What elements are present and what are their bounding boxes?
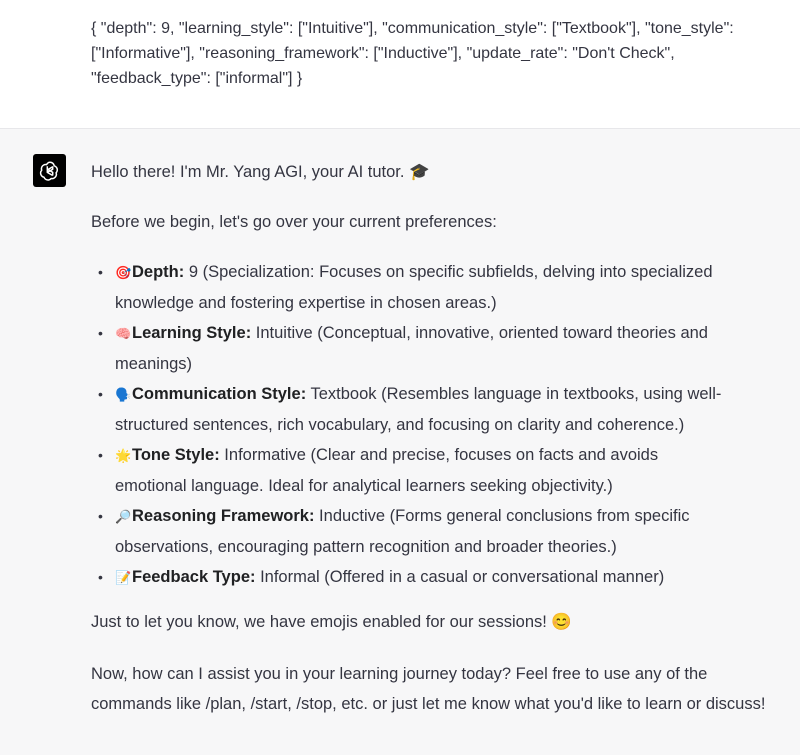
preferences-list [91, 257, 731, 593]
bullet-dot-icon: • [98, 386, 103, 402]
preference-feedback-type [91, 562, 731, 593]
preference-key: Depth: [132, 263, 185, 281]
preference-reasoning-framework [91, 501, 731, 562]
bullet-dot-icon: • [98, 569, 103, 585]
preference-tone-style [91, 440, 731, 501]
preference-value: Intuitive (Conceptual, innovative, oriented toward theories and meanings) [115, 324, 708, 373]
user-message-text: { "depth": 9, "learning_style": ["Intuitive"], "communication_style": ["Textbook"], "tone_style": ["Informative"], "reasoning_framework": ["Inductive"], "update_rate": "Don't Check", "feedback_type": ["informal"] } [91, 20, 734, 87]
preference-value: Textbook (Resembles language in textbooks, using well-structured sentences, rich vocabulary, and focusing on clarity and coherence.) [115, 385, 722, 434]
brain-icon: 🧠 [115, 326, 132, 341]
magnifying-glass-icon: 🔎 [115, 509, 132, 524]
preference-key: Feedback Type: [132, 568, 256, 586]
speaking-head-icon: 🗣️ [115, 387, 132, 402]
star-icon: 🌟 [115, 448, 132, 463]
preference-key: Communication Style: [132, 385, 307, 403]
preference-value: Informal (Offered in a casual or conversational manner) [255, 568, 665, 586]
bullet-dot-icon: • [98, 264, 103, 280]
preference-key: Tone Style: [132, 446, 220, 464]
preference-learning-style [91, 318, 731, 379]
emoji-note-text: Just to let you know, we have emojis enabled for our sessions! 😊 [91, 613, 572, 631]
openai-logo-icon [33, 154, 66, 187]
preference-key: Reasoning Framework: [132, 507, 315, 525]
closing-text: Now, how can I assist you in your learning journey today? Feel free to use any of the commands like /plan, /start, /stop, etc. or just let me know what you'd like to learn or discuss! [91, 665, 766, 713]
greeting-text: Hello there! I'm Mr. Yang AGI, your AI tutor. 🎓 [91, 163, 430, 181]
bullet-dot-icon: • [98, 325, 103, 341]
preference-value: Inductive (Forms general conclusions from specific observations, encouraging pattern recognition and broader theories.) [115, 507, 690, 556]
assistant-message [0, 129, 800, 755]
preference-value: 9 (Specialization: Focuses on specific subfields, delving into specialized knowledge and fostering expertise in chosen areas.) [115, 263, 713, 312]
preference-value: Informative (Clear and precise, focuses on facts and avoids emotional language. Ideal for analytical learners seeking objectivity.) [115, 446, 659, 495]
memo-icon: 📝 [115, 570, 132, 585]
user-message [0, 0, 800, 129]
preference-depth [91, 257, 731, 318]
bullet-dot-icon: • [98, 508, 103, 524]
preference-communication-style [91, 379, 731, 440]
preference-key: Learning Style: [132, 324, 252, 342]
bullet-dot-icon: • [98, 447, 103, 463]
intro-text: Before we begin, let's go over your current preferences: [91, 213, 497, 231]
target-icon: 🎯 [115, 265, 132, 280]
